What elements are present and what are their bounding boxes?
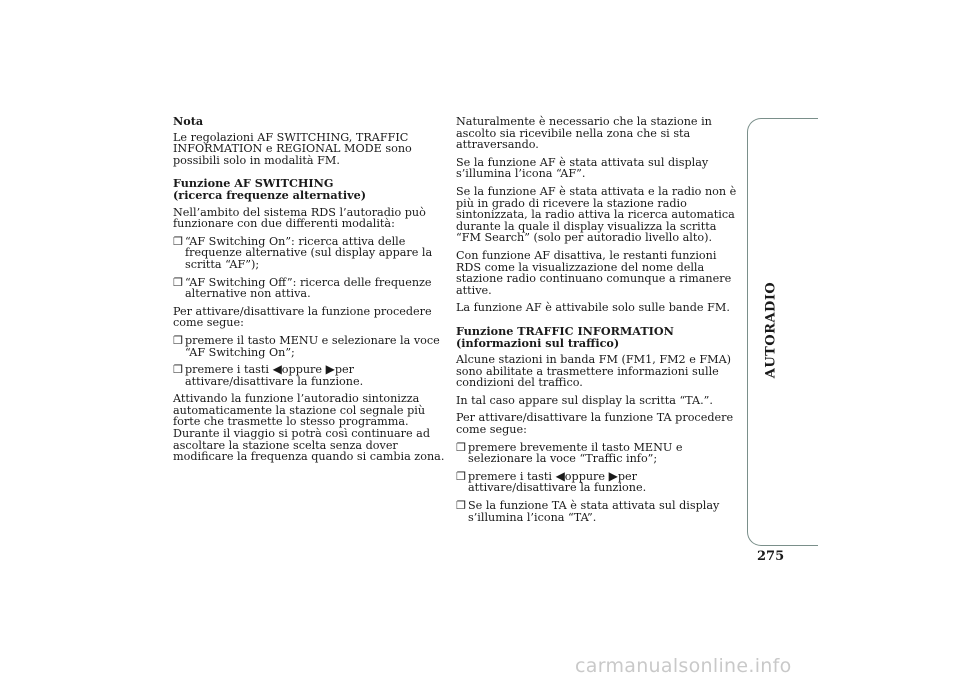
list-item (456, 442, 738, 465)
checkbox-bullet-icon: ❐ (173, 333, 183, 347)
section-label: AUTORADIO (763, 281, 779, 379)
right-column (456, 116, 738, 529)
list-item (173, 236, 449, 271)
step-keys-or: oppure (281, 363, 323, 377)
checkbox-bullet-icon: ❐ (173, 363, 183, 377)
note-title: Nota (173, 114, 204, 128)
watermark: carmanualsonline.info (575, 655, 792, 677)
paragraph: Con funzione AF disattiva, le restanti funzioni RDS come la visualizzazione del nome della stazione radio continuano comunque a rimanere attive. (456, 248, 732, 297)
left-column (173, 116, 449, 469)
paragraph: Naturalmente è necessario che la stazione in ascolto sia ricevibile nella zona che si sta attraversando. (456, 115, 712, 152)
ti-step-menu: premere brevemente il tasto MENU e selezionare la voce “Traffic info”; (468, 440, 683, 466)
ti-step-keys-text-b: per attivare/disattivare la funzione. (468, 469, 647, 495)
ti-step-display: Se la funzione TA è stata attivata sul display s’illumina l’icona “TA”. (468, 499, 720, 524)
right-triangle-icon: ▶ (608, 468, 618, 483)
paragraph: Alcune stazioni in banda FM (FM1, FM2 e FMA) sono abilitate a trasmettere informazioni sulle condizioni del traffico. (456, 353, 732, 390)
bullet-af-off: “AF Switching Off”: ricerca delle frequenze alternative non attiva. (185, 275, 432, 301)
list-item (456, 468, 738, 495)
checkbox-bullet-icon: ❐ (456, 440, 466, 454)
af-title-line2: (ricerca frequenze alternative) (173, 187, 367, 202)
step-keys-text-b: per attivare/disattivare la funzione. (185, 363, 364, 388)
checkbox-bullet-icon: ❐ (173, 275, 183, 289)
paragraph: Se la funzione AF è stata attivata e la radio non è più in grado di ricevere la stazione radio sintonizzata, la radio attiva la ricerca automatica durante la quale il display visualizza la scritta “FM Search” (solo per autoradio livello alto). (456, 184, 737, 245)
checkbox-bullet-icon: ❐ (173, 234, 183, 248)
checkbox-bullet-icon: ❐ (456, 499, 466, 513)
checkbox-bullet-icon: ❐ (456, 469, 466, 483)
closing-paragraph: Attivando la funzione l’autoradio sintonizza automaticamente la stazione col segnale più forte che trasmette lo stesso programma. Durante il viaggio si potrà così continuare ad ascoltare la stazione scelta senza dover modificare la frequenza quando si cambia zona. (173, 392, 445, 464)
ti-title-line1: Funzione TRAFFIC INFORMATION (456, 323, 674, 338)
bullet-af-on: “AF Switching On”: ricerca attiva delle frequenze alternative (sul display appare la scritta “AF”); (185, 234, 433, 271)
paragraph: Per attivare/disattivare la funzione TA procedere come segue: (456, 411, 734, 437)
page-number: 275 (757, 549, 785, 564)
ti-title-line2: (informazioni sul traffico) (456, 335, 620, 350)
list-item (173, 277, 449, 300)
paragraph: Se la funzione AF è stata attivata sul display s’illumina l’icona “AF”. (456, 155, 709, 181)
paragraph: In tal caso appare sul display la scritta “TA.”. (456, 393, 713, 407)
ti-step-keys-text-a: premere i tasti (468, 469, 552, 483)
ti-step-keys-or: oppure (564, 469, 606, 483)
paragraph: La funzione AF è attivabile solo sulle bande FM. (456, 301, 730, 315)
list-item (456, 500, 738, 523)
right-triangle-icon: ▶ (325, 362, 335, 377)
step-menu: premere il tasto MENU e selezionare la voce “AF Switching On”; (185, 333, 440, 359)
section-tab-frame (747, 118, 818, 546)
list-item (173, 364, 449, 387)
step-keys (185, 364, 449, 387)
af-intro: Nell’ambito del sistema RDS l’autoradio può funzionare con due differenti modalità: (173, 205, 426, 231)
left-triangle-icon: ◀ (555, 468, 565, 483)
step-keys-text-a: premere i tasti (185, 363, 269, 377)
af-title-line1: Funzione AF SWITCHING (173, 176, 334, 191)
ti-step-keys (468, 468, 738, 495)
list-item (173, 335, 449, 358)
activate-intro: Per attivare/disattivare la funzione procedere come segue: (173, 304, 432, 330)
note-text: Le regolazioni AF SWITCHING, TRAFFIC INFORMATION e REGIONAL MODE sono possibili solo in modalità FM. (173, 130, 412, 167)
left-triangle-icon: ◀ (272, 362, 282, 377)
